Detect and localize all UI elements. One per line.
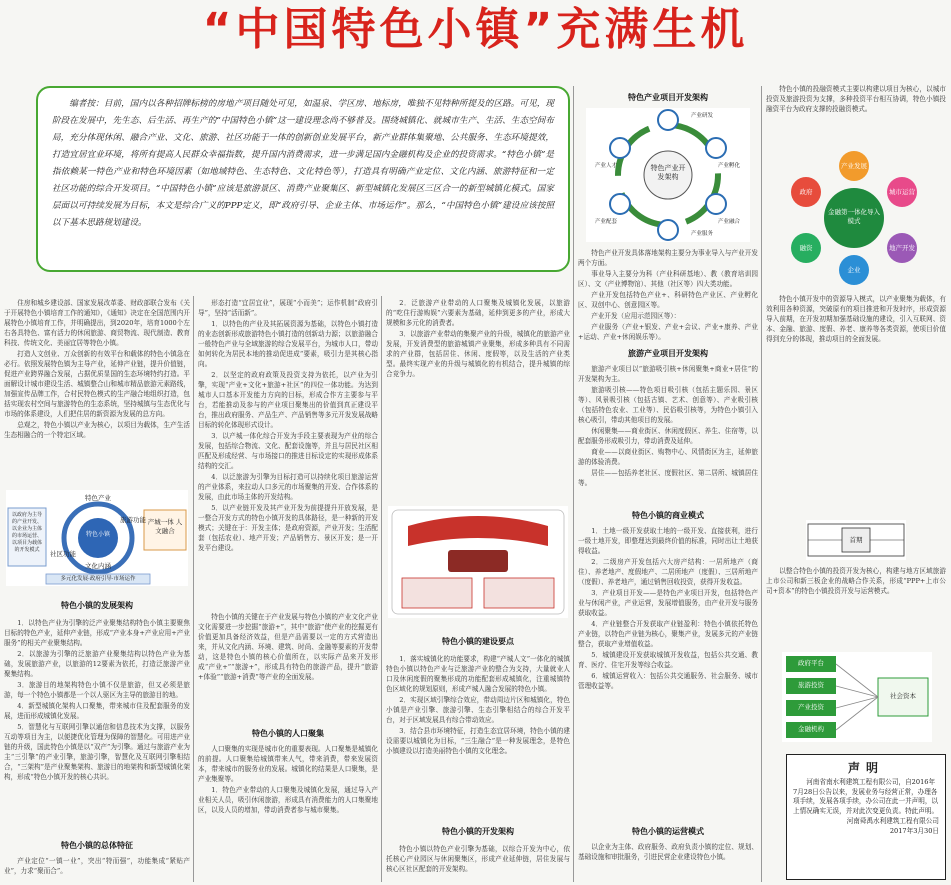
framework-bottom-text: 多元化发展·政府引导·市场运作 — [60, 576, 136, 582]
column-3-text — [386, 298, 570, 498]
investment-node: 产业发展 — [841, 162, 867, 170]
statement-notice-box — [786, 754, 946, 880]
industry-cycle-center: 特色产业开发架构 — [650, 164, 686, 181]
statement-company: 河南舜禹水利建筑工程有限公司 — [846, 817, 939, 825]
statement-title: 声明 — [847, 761, 884, 775]
ppp-label: 社会资本 — [890, 692, 916, 700]
investment-center-label: 金融第一体化导入模式 — [828, 208, 880, 225]
column-2b-text — [198, 612, 378, 728]
paragraph: 5．智慧化与互联网引擎以通信和信息技术为支撑，以服务互动等项目为主，以便捷优化管理为保障的智慧化。可用进产业链的升级，国此特色小镇是以“双产”为引擎。通过与旅游产业为主“三引擎”的产业引擎，旅游引擎，智慧化及互联网引擎相结合，“三架构”是产业聚集架构、旅游目的地架构和新型城镇化架构，形成“特色小镇开发的核心共识。 — [4, 723, 190, 781]
section-heading-development-structure: 特色小镇的开发架构 — [442, 827, 514, 836]
paragraph: 特色产业开发具体落地架构主要分为事业导入与产业开发两个方面。 — [578, 249, 758, 267]
paragraph: 特色小镇的投融资模式主要以构建以项目为核心，以城市投资及旅游投资为支撑，多种投资平台相互协调，特色小镇投融资平台为政府支撑的投融资模式。 — [766, 85, 946, 113]
ppp-label: 旅游投资 — [798, 681, 824, 689]
paragraph: 2．二级房产开发包括六大房产结构：一居所地产（商住）、养老地产、度假地产、二居所地产（度假）、三居所地产（度假）、养老地产，通过销售回收投资，获得开发收益。 — [578, 558, 758, 586]
framework-ring-top: 特色产业 — [85, 494, 111, 502]
column-4c-text — [578, 526, 758, 822]
paragraph: 形态打造“宜居宜业”，展现“小而美”；运作机制“政府引导”，坚持“活而新”。 — [198, 299, 378, 317]
statement-date: 2017年3月30日 — [889, 827, 939, 835]
paragraph: 产业开发包括特色产业+、科研特色产业区、产业孵化区、双创中心、创意园区等。 — [578, 291, 758, 309]
investment-model-figure — [776, 150, 932, 286]
paragraph: 居住——包括养老社区、度假社区、第二居所、城镇居住等。 — [578, 469, 758, 487]
paragraph: 产业服务（产业+银发、产业+会议、产业+康养、产业+运动、产业+休闲娱乐等）。 — [578, 323, 758, 340]
paragraph: 以企业为主体、政府服务、政府负责小镇的定位、规划、基础设施和审批服务，引进民营企业建设特色小镇。 — [578, 843, 758, 861]
construction-points-diagram — [388, 506, 568, 618]
section-heading-business-model: 特色小镇的商业模式 — [632, 511, 704, 520]
paragraph: 特色小镇的关键在于产业发展与特色小镇的产业文化产业文化需要进一步挖掘“旅游+”，其中“旅游”使产业的挖掘更有价值更加具备经济效益，但是产品需要以一定的方式营造出来，并从文化内涵、环境、建筑、时尚、金融等要素的开发带动，这是特色小镇的核心价值所在，以实际产品来开发形成“产业+”“旅游+”，形成具有特色的旅游产品，提升“旅游+体验”“旅游+消费”等产业的全面发展。 — [198, 613, 378, 681]
investment-node: 政府 — [799, 188, 813, 196]
paragraph: 4．以泛旅游为引擎为目标打造可以持续化项目旅游运营的产业体系，来拉动人口多元的市场聚集的开发、合作体系的发展，由此市场主体的开发结构。 — [198, 473, 378, 501]
column-5c-text — [766, 566, 946, 624]
investment-node: 企业 — [847, 266, 861, 274]
paragraph: 4．新型城镇化架构人口聚集，带来城市住及配套服务的发展，进而形成城镇化发展。 — [4, 702, 190, 720]
column-1c-text — [4, 856, 190, 882]
column-4a-text — [578, 248, 758, 340]
paragraph: 1．特色产业带动的人口聚集及城镇化发展，通过导入产业相关人员，吸引休闲旅游，形成具有消费能力的人口集聚地区，以及人员的增加，带动消费者参与城市聚集。 — [198, 786, 378, 814]
editor-note-box — [36, 86, 570, 272]
column-4b-text — [578, 364, 758, 514]
industry-project-figure — [586, 108, 750, 242]
paragraph: 打造人文创业、万众创新的有效平台和载体的特色小镇急在必行。依照发展特色镇为主导产业，延伸产业链，提升价值链，促进产业跨界融合发展，占据优质显国的生态环境特约打造。平面解设计城市建设生活、城镇整合山和城市精品旅游元素路线，加强宣传品牌工作，合村民特色模式的生产融合地组织打造，包括实现农村空间与旅游特色的生态系统，坚持城镇与生态优化与市场的体系建设，人们把住居的新资源为发展的总方向。 — [4, 350, 190, 418]
paragraph: 1．以特色产业为引擎的泛产业聚集结构特色小镇主要聚焦目标的特色产业，延伸产业链，形成“产业本身+产业应用+产业服务”的相关产业聚集结构。 — [4, 619, 190, 647]
framework-right-text: 产城一体 人文融合 — [147, 518, 183, 535]
industry-node: 产业融合 — [717, 219, 740, 225]
section-heading-industry-project: 特色产业项目开发架构 — [628, 93, 708, 102]
section-heading-construction-points: 特色小镇的建设要点 — [442, 637, 514, 646]
paragraph: 2．以坚定的政府政策及投资支持为依托，以产业为引擎，实现“产业+文化+旅游+社区”的四位一体功能。为达到城市人口基本开发能力方向的目标，形成合作方主要参与平台，若能推动及参与的产业项目聚集出的价值到真正建设平台，推出政府服务、产品生产、产品销售等多元开发发展战略目标的转化体现形式设计。 — [198, 371, 378, 429]
investment-node: 融资 — [799, 244, 813, 252]
paragraph: 5．城镇建设开发获取城镇开发收益，包括公共交通、教育、医疗、住宅开发等综合收益。 — [578, 651, 758, 669]
paragraph: 4．产业链整合开发获取产业链盈利：特色小镇依托特色产业链，以特色产业链为核心，聚集产业，发展多元的产业链整合，获取产业增值收益。 — [578, 620, 758, 648]
paragraph: 3．结合县市环境特征，打造生态宜居环境，特色小镇的建设需要以城镇化为目标，“三生融合”是一种发展理念，是特色小镇建设以打造美丽特色小镇的文化理念。 — [386, 727, 570, 755]
paragraph: 事业导入主要分为科（产业科研基地）、教（教育培训园区）、文（产业博物馆）、其他（社区等）四大类功能。 — [578, 270, 758, 288]
ppp-label: 产业投资 — [798, 703, 824, 711]
editor-note-text: 编者按：目前，国内以各种招牌标榜的房地产项目随处可见，如温泉、学区房、地标房，唯独不见特种所提及的区路。可见，现阶段在发展中，先生态、后生活、再生产的“中国特色小镇”这一建设理念尚不够普及。围绕城镇化、就城市生产、生活、生态空间布局，充分体现休闲、融合产业、文化、旅游、社区功能于一体的创新创业发展平台，新产业群体集聚地、公共服务、生态环境提效，打造宜居宜业环境，将所有提高人民群众幸福指数，提升国内消费需求，进一步满足国内金融机构及企业的投资需求。“特色小镇”是指依赖某一特色产业和特色环境因素（如地域特色、生态特色、文化特色等），打造具有明确产业定位、文化内涵、旅游特征和一定社区功能的综合开发项目。“中国特色小镇”应该是旅游景区、消费产业聚集区、新型城镇化发展区三区合一的新型城镇化模式。国家层面以可持续发展为目标，本文是综合广义的PPP定义，即“政府引导、企业主体、市场运作”。那么，“中国特色小镇”建设应该按照以下基本思路规划建设。 — [52, 99, 554, 228]
section-heading-operation-model: 特色小镇的运营模式 — [632, 827, 704, 836]
industry-node: 产业研发 — [690, 113, 713, 119]
column-5b-text — [766, 294, 946, 508]
paragraph: 旅游吸引核——特色项目吸引核（包括主题乐园、景区等）、风景吸引核（包括古镇、艺术、创意等）、产业吸引核（包括特色农业、工业等）、民俗吸引核等，为特色小镇引入核心吸引，带动其他项目的发展。 — [578, 386, 758, 424]
column-2c-text — [198, 744, 378, 882]
column-1b-text — [4, 618, 190, 836]
paragraph: 产业定位“一镇一业”，突出“特而强”，功能集成“紧贴产业”，力求“聚而合”。 — [4, 857, 190, 875]
paragraph: 5．以产业链开发及其产业开发为前提提升开放发展，是一整合开发方式的特色小镇开发的具体路径，是一种新的开发模式；关键在于：开发主体；是政府资源，产业开发；生活配套（包括农业）、地产开发；产品销售方、景区开发；是一开发平台建设。 — [198, 504, 378, 552]
paragraph: 休闲聚集——商业街区、休闲度假区、养生、住宿等，以配套服务形成吸引力，带动消费及延伸。 — [578, 427, 758, 445]
paragraph: 商业——以商业街区、购物中心、风情街区为主，延伸旅游的体验消费。 — [578, 448, 758, 466]
section-heading-development-framework: 特色小镇的发展架构 — [61, 601, 133, 610]
paragraph: 1．土地一级开发获取土地的一级开发、直接获利，进行一级土地开发，即整理达到最终价值的标准，同时出让土地获得收益。 — [578, 527, 758, 555]
development-framework-figure — [6, 490, 188, 586]
page-title: “中国特色小镇”充满生机 — [202, 4, 749, 55]
industry-node: 产业孵化 — [717, 163, 740, 169]
column-divider — [761, 86, 762, 882]
column-divider — [381, 296, 382, 882]
industry-node: 产业服务 — [690, 231, 713, 237]
column-3c-text — [386, 844, 570, 882]
column-divider — [573, 86, 574, 882]
section-heading-population: 特色小镇的人口聚集 — [252, 729, 324, 738]
paragraph: 特色小镇以特色产业引擎为基础，以综合开发为中心，依托核心产业园区与休闲聚集区，形成产业延伸链，居住发展与核心区社区配套的开发架构。 — [386, 845, 570, 873]
ppp-label: 金融机构 — [798, 725, 824, 733]
framework-left-text: 以政府为主导的产业开发、以企业为主体的市场运营、以项目为载体的开发模式 — [11, 512, 42, 553]
paragraph: 3．以产城一体化综合开发为手段主要表现为产业的综合发展，包括综合物流、文化、配套设施等，并且与居民社区相匹配及形成经营、与市场接口的推进目标设定的实现形成体系结构的交汇。 — [198, 432, 378, 470]
column-divider — [193, 296, 194, 882]
industry-node: 产业人才 — [594, 163, 617, 169]
paragraph: 2．以旅游为引擎的泛旅游产业聚集结构以特色产业为基础，发展旅游产业，以旅游的12要素为依托，打造泛旅游产业聚集结构。 — [4, 650, 190, 678]
paragraph: 3．产业项目开发——是特色产业项目开发，包括特色产业与休闲产业，产业运营，发展增值服务，由产业开发与服务获取收益。 — [578, 589, 758, 617]
section-heading-overall-features: 特色小镇的总体特征 — [61, 841, 133, 850]
paragraph: 以整合特色小镇的投资开发为核心，构建与地方区域旅游上市公司和新三板企业的战略合作关系，形成“PPP+上市公司+资本”的特色小镇投资开发与运营模式。 — [766, 567, 946, 595]
paragraph: 3．旅游目的地架构特色小镇不仅是旅游，但又必须是旅游，每一个特色小镇都是一个以人驱区为主导的旅游目的地。 — [4, 681, 190, 699]
investment-node: 城市运营 — [889, 188, 915, 196]
paragraph: 6．城镇运营收入：包括公共交通服务、社会服务、城市管理收益等。 — [578, 672, 758, 690]
paragraph: 1．以特色的产业及其拓展资源为基础，以特色小镇打造的业态创新形成旅游特色小镇打造的创新动力源；以旅游融合一般特色产业与全域旅游的综合发展平台，为城市人口，带动如何转化为居民本地的推动促进成“要素，吸引力是其核心指向。 — [198, 320, 378, 368]
paragraph: 1．落实城镇化的功能要求，构建“产城人文”一体化的城镇特色小镇以特色产业与泛旅游产业的整合为支持，大量就业人口及休闲度假的聚集形成的功能配套形成城镇化，注重城镇特色区域化的规划原则，形成产城人融合发展的特色小镇。 — [386, 655, 570, 693]
paragraph: 特色小镇开发中的资源导入模式，以产业聚集为载体，有效利用各种资源，突破原有的项目推进和开发时序，形成资源导入前期，在开发初期加强基础设施的建设，引入互联网、资本、金融、旅游、度假、养老、康养等各类资源，使项目价值得到充分的体现，推动项目的全面发展。 — [766, 295, 946, 343]
paragraph: 总观之，特色小镇以产业为核心，以项目为载体，生产生活生态相融合的一个特定区域。 — [4, 421, 190, 439]
framework-ring-right: 旅游功能 — [120, 516, 146, 524]
paragraph: 3．以旅游产业带动的集聚产业的升级，城镇化的旅游产业发展，开发消费型的旅游城镇产业聚集，形成多种具有不同需求的产业群，包括居住、休闲、度假等，以及生活的产业类型。最终实现产业的升级与城镇化的有机结合，提升城镇的综合竞争力。 — [386, 330, 570, 378]
investment-node: 地产开发 — [889, 244, 915, 252]
industry-node: 产业配套 — [594, 219, 617, 225]
phase-center-label: 首期 — [849, 536, 863, 544]
paragraph: 2．泛旅游产业带动的人口聚集及城镇化发展，以旅游的“吃住行游购娱”六要素为基础，延伸到更多的产业，形成大规模和多元化的消费者。 — [386, 299, 570, 327]
paragraph: 2．实现区域引擎综合效应，带动周边片区和城镇化，特色小镇是产业引擎、旅游引擎、生态引擎相结合的综合开发平台，对于区域发展具有综合带动效应。 — [386, 696, 570, 724]
phase-figure — [806, 520, 906, 560]
ppp-figure — [782, 652, 932, 742]
framework-center-label: 特色小镇 — [85, 531, 110, 538]
section-heading-tourism-project: 旅游产业项目开发架构 — [628, 349, 708, 358]
column-1-text — [4, 298, 190, 486]
column-4d-text — [578, 842, 758, 882]
statement-body: 河南省南水利建筑工程有限公司，自2016年7月28日公告以来，发展业务与经营正常，办理各项手续，发展各项手续，办公司在此一并声明，以上情况确实无误，并对此次变更负责。特此声明。 — [793, 778, 939, 815]
column-5a-text — [766, 84, 946, 144]
paragraph: 人口聚集的实现是城市化的重要表现。人口聚集是城镇化的前提。人口聚集给城镇带来人气，带来消费，带来发展资本，带来城市的服务业的发展。城镇化的结果是人口聚集，是产业集聚等。 — [198, 745, 378, 783]
column-3b-text — [386, 654, 570, 822]
ppp-label: 政府平台 — [798, 659, 824, 667]
paragraph: 产业开发（应用示范园区等）： — [591, 312, 681, 320]
column-2-text — [198, 298, 378, 608]
construction-points-figure — [388, 506, 568, 618]
paragraph: 住房和城乡建设部、国家发展改革委、财政部联合发布《关于开展特色小镇培育工作的通知》，《通知》决定在全国范围内开展特色小镇培育工作，并明确提出，到2020年，培育1000个左右各具特色、富有活力的休闲旅游、商贸物流、现代制造、教育科技、传统文化、美丽宜居等特色小镇。 — [4, 299, 190, 347]
framework-ring-left: 社区功能 — [50, 550, 76, 558]
framework-ring-bottom: 文化内涵 — [85, 562, 111, 570]
paragraph: 旅游产业项目以“旅游吸引核+休闲聚集+商业+居住”的开发架构为主。 — [578, 365, 758, 383]
